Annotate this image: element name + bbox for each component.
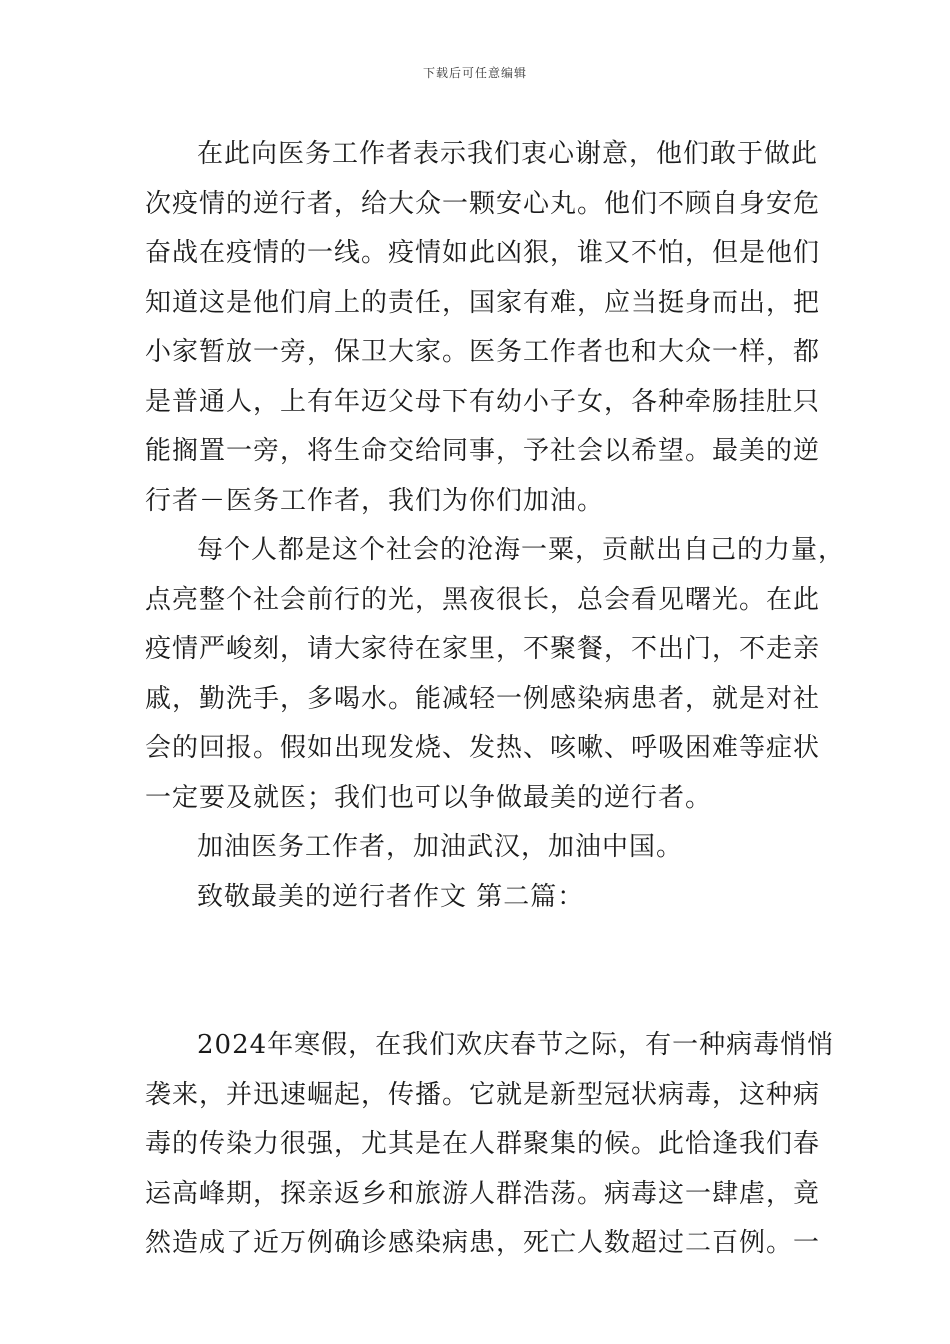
paragraph-line: 能搁置一旁，将生命交给同事，予社会以希望。最美的逆 <box>145 436 821 466</box>
paragraph-line: 加油医务工作者，加油武汉，加油中国。 <box>197 832 684 862</box>
paragraph-line: 运高峰期，探亲返乡和旅游人群浩荡。病毒这一肆虐，竟 <box>145 1178 821 1209</box>
paragraph-line: 知道这是他们肩上的责任，国家有难，应当挺身而出，把 <box>145 287 821 318</box>
section-heading <box>145 873 835 923</box>
paragraph-line: 戚，勤洗手，多喝水。能减轻一例感染病患者，就是对社 <box>145 683 821 714</box>
paragraph-line: 2024年寒假，在我们欢庆春节之际，有一种病毒悄悄 <box>197 1030 835 1060</box>
paragraph-line: 奋战在疫情的一线。疫情如此凶狠，谁又不怕，但是他们 <box>145 238 821 268</box>
paragraph-line: 是普通人，上有年迈父母下有幼小子女，各种牵肠挂肚只 <box>145 386 821 417</box>
paragraph-line: 点亮整个社会前行的光，黑夜很长，总会看见曙光。在此 <box>145 584 821 615</box>
paragraph-1 <box>145 130 835 526</box>
paragraph-line: 疫情严峻刻，请大家待在家里，不聚餐，不出门，不走亲 <box>145 634 821 664</box>
paragraph-3 <box>145 823 835 873</box>
paragraph-line: 然造成了近万例确诊感染病患，死亡人数超过二百例。一 <box>145 1228 821 1258</box>
paragraph-5 <box>145 1021 835 1269</box>
page-header-note: 下载后可任意编辑 <box>422 66 527 80</box>
paragraph-2 <box>145 526 846 823</box>
paragraph-line: 每个人都是这个社会的沧海一粟，贡献出自己的力量， <box>197 535 846 565</box>
paragraph-line: 会的回报。假如出现发烧、发热、咳嗽、呼吸困难等症状 <box>145 733 821 763</box>
blank-space <box>145 922 835 1021</box>
paragraph-line: 袭来，并迅速崛起，传播。它就是新型冠状病毒，这种病 <box>145 1079 821 1110</box>
paragraph-line: 小家暂放一旁，保卫大家。医务工作者也和大众一样，都 <box>145 337 821 367</box>
paragraph-line: 次疫情的逆行者，给大众一颗安心丸。他们不顾自身安危 <box>145 188 821 219</box>
paragraph-line: 毒的传染力很强，尤其是在人群聚集的候。此恰逢我们春 <box>145 1129 821 1159</box>
section-title: 致敬最美的逆行者作文 第二篇： <box>197 881 585 912</box>
paragraph-line: 行者－医务工作者，我们为你们加油。 <box>145 485 605 516</box>
paragraph-line: 在此向医务工作者表示我们衷心谢意，他们敢于做此 <box>197 139 819 169</box>
document-body <box>145 130 846 1269</box>
paragraph-line: 一定要及就医；我们也可以争做最美的逆行者。 <box>145 782 713 813</box>
